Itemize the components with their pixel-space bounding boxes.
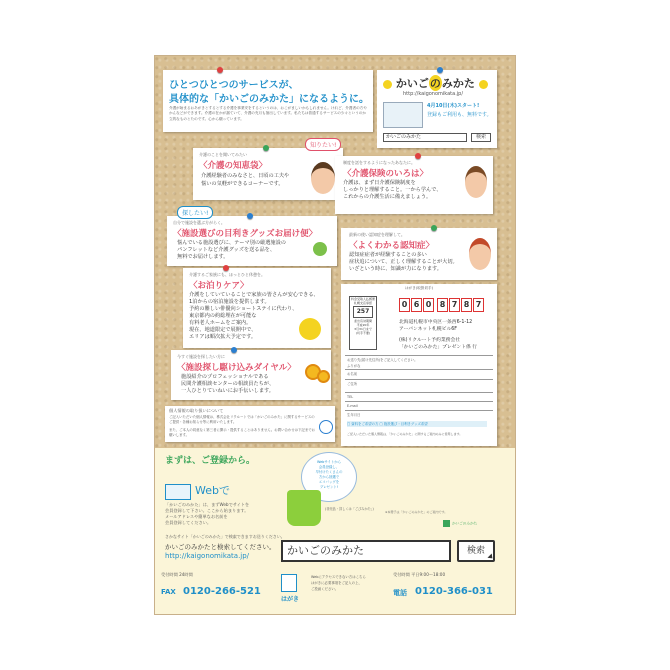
fee-line: 平成20年 (356, 323, 370, 327)
note-chiebukuro[interactable] (193, 148, 343, 200)
phone-label: 電話 (393, 589, 407, 597)
privacy-line: ご記入いただいた個人情報は、株式会社リクルートでは「かいごのみかた」に関するサービスのご提供・各種お知らせ等に利用いたします。 (169, 415, 315, 424)
bag-note-line: 会員登録し、 (318, 465, 340, 469)
search-input[interactable]: かいごのみかた (281, 540, 451, 562)
form-field-label: お名前 (347, 372, 358, 376)
note-kicker: 最新の使い認知症を理解して。 (349, 232, 405, 237)
note-kicker: 介護するご家族にも、ほっとひと休憩を。 (189, 272, 265, 277)
note-ninchisho[interactable] (341, 228, 497, 280)
privacy-line: また、ご本人の同意なく第三者に開示・提供することはありません。お問い合わせは下記までお願いします。 (169, 428, 315, 437)
pin-icon (437, 67, 443, 73)
bag-note-line: プレゼント! (319, 485, 339, 489)
note-body-line: 悩んでいる施設選びに、テーマ別の厳選施設の (177, 240, 286, 246)
fee-number: 257 (353, 306, 373, 318)
zip-digit: 7 (449, 298, 460, 312)
woman-face-icon (311, 162, 335, 194)
zip-digit: 7 (473, 298, 484, 312)
note-body-line: 一人ひとりていねいにお手伝いします。 (181, 388, 274, 394)
postcard-label: はがき (281, 596, 300, 603)
note-body-line: これからの介護生活に備えましょう。 (343, 194, 432, 200)
zip-digit: 6 (411, 298, 422, 312)
note-body-line: いざという時に、知識が力になります。 (349, 266, 442, 272)
badge-sagashitai: 探したい! (177, 206, 213, 219)
crosshair-note: ※本冊子は「かいごのみかた」のご案内です。 (385, 510, 448, 514)
note-body-line: 東京都内の約総埋在が可能な (189, 313, 257, 319)
web-body-line: メールアドレスや簡単なお名前を (165, 514, 228, 519)
note-body-line: 施設紹介のプロフェッショナルである (181, 374, 269, 380)
note-body-line: 介護をしていていることで家族の皆さんが安心できる、 (189, 292, 319, 298)
form-field-label: 生年月日 (347, 413, 361, 417)
phone-block[interactable] (393, 572, 513, 608)
laptop-icon (383, 102, 423, 128)
note-title: 〈施設探し駆け込みダイヤル〉 (177, 363, 296, 373)
note-body-line: 予約の難しい俳優向ショートステイに代わり、 (189, 306, 298, 312)
note-title: 〈よくわかる認知症〉 (349, 241, 435, 251)
headline-line2: 具体的な「かいごのみかた」になるように。 (169, 94, 369, 105)
fax-number: 0120-266-521 (183, 586, 261, 597)
tree-icon (313, 242, 327, 256)
postcard-icon (281, 574, 297, 592)
privacy-note (165, 406, 335, 442)
headline-line1: ひとつひとつのサービスが、 (169, 80, 299, 91)
fax-label: FAX (161, 588, 176, 596)
bag-note-line: 早付けたくさんの (315, 470, 343, 474)
pin-icon (247, 213, 253, 219)
search-button[interactable]: 検索 (457, 540, 495, 562)
brand-search-button[interactable]: 検索 (471, 133, 491, 142)
divider (345, 379, 493, 380)
postcard-company: (株)リクルート予約業務会社 (399, 338, 461, 343)
note-shisetsu-erabi[interactable] (167, 216, 337, 266)
brand-name-2: の (429, 77, 441, 90)
headline-note (163, 70, 373, 132)
note-title: 〈介護保険のいろは〉 (343, 169, 429, 179)
divider (345, 401, 493, 402)
brand-note (377, 70, 497, 148)
zip-digit: 0 (423, 298, 434, 312)
search-line: かいごのみかたと検索してください。 (165, 543, 276, 551)
form-field-label: ふりがな (347, 364, 361, 368)
postcard-address1: 北海道札幌市中央区一条西6-1-12 (399, 320, 473, 325)
pin-icon (415, 153, 421, 159)
eco-bag-icon (287, 490, 321, 526)
brand-name-1: かいご (395, 77, 429, 90)
bag-note-line: エコバッグを (318, 480, 340, 484)
brand-url[interactable]: http://kaigonomikata.jp/ (403, 91, 464, 97)
postcard-block[interactable] (281, 572, 391, 608)
sunflower-icon (317, 370, 330, 383)
postcard-fee-box (349, 296, 377, 350)
web-icon (165, 484, 191, 500)
form-field-label: ご住所 (347, 382, 358, 386)
note-kicker: 自分で施設を選ぶ方がらく。 (173, 220, 225, 225)
note-hoken[interactable] (335, 156, 493, 214)
zip-boxes (399, 298, 484, 312)
divider (345, 355, 493, 356)
postcard-footer: ご記入いただいた個人情報は、「かいごのみかた」に関するご案内のみに使用します。 (347, 432, 463, 436)
search-lead: さかなサイト「かいごのみかた」で検索できますお送りください。 (165, 534, 285, 539)
divider (345, 369, 493, 370)
smile-icon (479, 80, 488, 89)
pin-icon (431, 225, 437, 231)
note-body-line: 1泊からの宿泊施設を提供します。 (189, 299, 270, 305)
logo-badge (443, 520, 477, 527)
fax-note: 受付時間 24時間 (161, 572, 193, 577)
note-body-line: 症状追について、正しく理解することが大切。 (349, 259, 458, 265)
pin-icon (217, 67, 223, 73)
woman-face-icon (465, 166, 487, 198)
fax-block[interactable] (161, 572, 271, 608)
phone-note: 受付時間 平日9:00〜18:00 (393, 572, 446, 577)
postcard-note-line: はがきに必要事項をご記入の上、 (311, 581, 362, 585)
fee-line: 札幌支店承認 (353, 301, 372, 305)
note-body-line: 無料でお届けします。 (177, 254, 229, 260)
cross-icon (443, 520, 450, 527)
bottom-section (155, 448, 515, 614)
badge-shiritai: 知りたい! (305, 138, 341, 151)
form-note: お送り先(届け先住所)をご記入してください。 (347, 358, 418, 362)
man-face-icon (469, 238, 491, 270)
cork-board (155, 56, 515, 448)
zip-digit: 0 (399, 298, 410, 312)
form-field-label: E-mail (347, 404, 358, 408)
brand-register: 登録もご利用も、無料です。 (427, 112, 492, 118)
note-kakekomi[interactable] (171, 350, 331, 400)
privacy-title: 個人情報の取り扱いについて (169, 408, 224, 413)
postcard-recipient: 「かいごのみかた」プレゼント係 行 (399, 345, 478, 350)
poster (155, 56, 515, 614)
sun-icon (299, 318, 321, 340)
web-body-line: 会員登録して下さい。ここから始まります。 (165, 508, 249, 513)
note-title: 〈施設選びの目利きグッズお届け便〉 (173, 229, 318, 239)
note-title: 〈お泊りケア〉 (189, 281, 249, 291)
site-url[interactable]: http://kaigonomikata.jp/ (165, 552, 250, 560)
web-body-line: 会員登録してください。 (165, 520, 212, 525)
note-otomari[interactable] (183, 268, 331, 348)
postcard-header: はがき(取扱切手) (405, 286, 433, 290)
note-kicker: 今すぐ施設を探したい方に (177, 354, 225, 359)
smile-icon (383, 80, 392, 89)
postcard (341, 284, 497, 446)
note-body-line: しっかりと理解すること。一から学んで、 (343, 187, 442, 193)
web-body-line: 「かいごのみかた」は、まずWebでサイトを (165, 502, 250, 507)
note-body-line: 介護は、まず日介護保険制度を (343, 180, 416, 186)
fee-line: 3月31日まで (354, 327, 372, 331)
brand-logo (383, 75, 488, 91)
register-head: まずは、ご登録から。 (165, 456, 256, 466)
divider (345, 410, 493, 411)
fee-line: 差出有効期間 (353, 319, 372, 323)
brand-search-input[interactable]: かいごのみかた (383, 133, 467, 142)
note-body-line: 有料老人ホームをご案内。 (189, 320, 252, 326)
note-title: 〈介護の知恵袋〉 (199, 161, 268, 171)
bag-note-line: 方から抽選で (318, 475, 340, 479)
brand-start: 4月10日(木)スタート! (427, 103, 480, 109)
note-body-line: 認知症症者が経験することの多い (349, 252, 427, 258)
headline-lead: 介護が始まるおあがきとするとする介護を事業安をするというのは、おこがましいかもしれません。けれど、介護者の方やかんなどができます。介護の在かが漏ていて、介護の充月も抽出しています。私たちは普通するサービスの少々というのか立的なものとたのです。心から願っています。 (169, 106, 367, 121)
stamp-icon (319, 420, 333, 434)
check-options[interactable]: □ 資料をご希望の方 □ 施設選び・目利きグッズ希望 (347, 421, 487, 427)
brand-name-3: みかた (441, 77, 475, 90)
logo-text: かいごのみかた (452, 521, 478, 526)
note-kicker: 制度を話をするようになったあなたに。 (343, 160, 415, 165)
zip-digit: 8 (461, 298, 472, 312)
pin-icon (263, 145, 269, 151)
postcard-note-line: Webにアクセスできない方はこちら (311, 575, 366, 579)
bag-note-line: Webサイトから (316, 460, 342, 464)
divider (345, 392, 493, 393)
note-body-line: 介護経験者のみなさと、日頃の工夫や (201, 173, 290, 179)
web-head: Webで (195, 484, 230, 497)
zip-digit: 8 (437, 298, 448, 312)
note-body-line: 現在、地道限定で展開中で、 (189, 327, 257, 333)
pin-icon (223, 265, 229, 271)
note-body-line: エリアは順次拡大予定です。 (189, 334, 257, 340)
postcard-note-line: ご投函ください。 (311, 587, 339, 591)
note-body-line: パンフレットなど介護グッズを送る品を、 (177, 247, 276, 253)
fee-line: (切手不要) (355, 331, 371, 335)
phone-number: 0120-366-031 (415, 586, 493, 597)
note-body-line: 悩いの気軽ができるコーナーです。 (201, 181, 284, 187)
postcard-address2: アーバンネット札幌ビル6F (399, 327, 458, 332)
form-field-label: TEL (347, 395, 354, 399)
fee-line: 料金受取人払郵便 (350, 297, 375, 301)
note-body-line: 民間介護相談センターの相談員たちが、 (181, 381, 275, 387)
note-kicker: 介護のことを聞いてみたい (199, 152, 247, 157)
bag-label: (非売品・詳しくは「ごびみかた」) (325, 507, 374, 511)
pin-icon (231, 347, 237, 353)
